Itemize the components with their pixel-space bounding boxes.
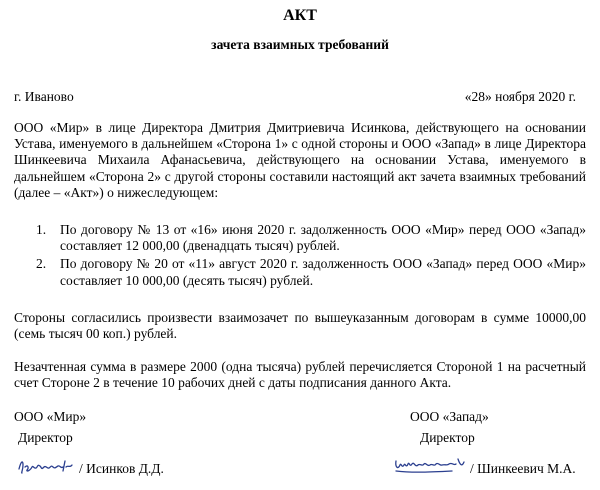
party-left-name: ООО «Мир» (14, 409, 87, 424)
list-item (36, 256, 586, 288)
document-title: АКТ (283, 7, 317, 24)
intro-paragraph: ООО «Мир» в лице Директора Дмитрия Дмитриевича Исинкова, действующего на основании Устава, именуемого в дальнейшем «Сторона 1» с одной стороны и ООО «Запад» в лице Директора Шинкеевича Михаила Афанасьевича, действующего на основании Устава, именуемого в дальнейшем «Сторона 2» с другой стороны составили настоящий акт зачета взаимных требований (далее – «Акт») о нижеследующем: (14, 120, 586, 200)
party-right-name: ООО «Запад» (410, 409, 489, 424)
signature-left-icon (16, 455, 74, 477)
signature-left-name: / Исинков Д.Д. (79, 461, 164, 476)
list-item (36, 222, 586, 254)
list-item-text: По договору № 20 от «11» август 2020 г. задолженность ООО «Запад» перед ООО «Мир» составляет 10 000,00 (десять тысяч) рублей. (60, 256, 586, 288)
list-item-text: По договору № 13 от «16» июня 2020 г. задолженность ООО «Мир» перед ООО «Запад» составляет 12 000,00 (двенадцать тысяч) рублей. (60, 222, 586, 254)
list-item-number: 2. (36, 256, 47, 272)
agreement-paragraph: Стороны согласились произвести взаимозачет по вышеуказанным договорам в сумме 10000,00 (семь тысяч 00 коп.) рублей. (14, 310, 586, 342)
party-left-role: Директор (18, 430, 73, 445)
remainder-paragraph: Незачтенная сумма в размере 2000 (одна тысяча) рублей перечисляется Стороной 1 на расчетный счет Стороне 2 в течение 10 рабочих дней с даты подписания данного Акта. (14, 359, 586, 391)
signature-right-icon (392, 453, 468, 477)
document-date: «28» ноября 2020 г. (464, 89, 576, 104)
signature-right-name: / Шинкеевич М.А. (470, 461, 576, 476)
document-subtitle: зачета взаимных требований (211, 37, 389, 52)
document-city: г. Иваново (14, 89, 74, 104)
party-right-role: Директор (420, 430, 475, 445)
claims-list (36, 222, 586, 291)
list-item-number: 1. (36, 222, 47, 237)
